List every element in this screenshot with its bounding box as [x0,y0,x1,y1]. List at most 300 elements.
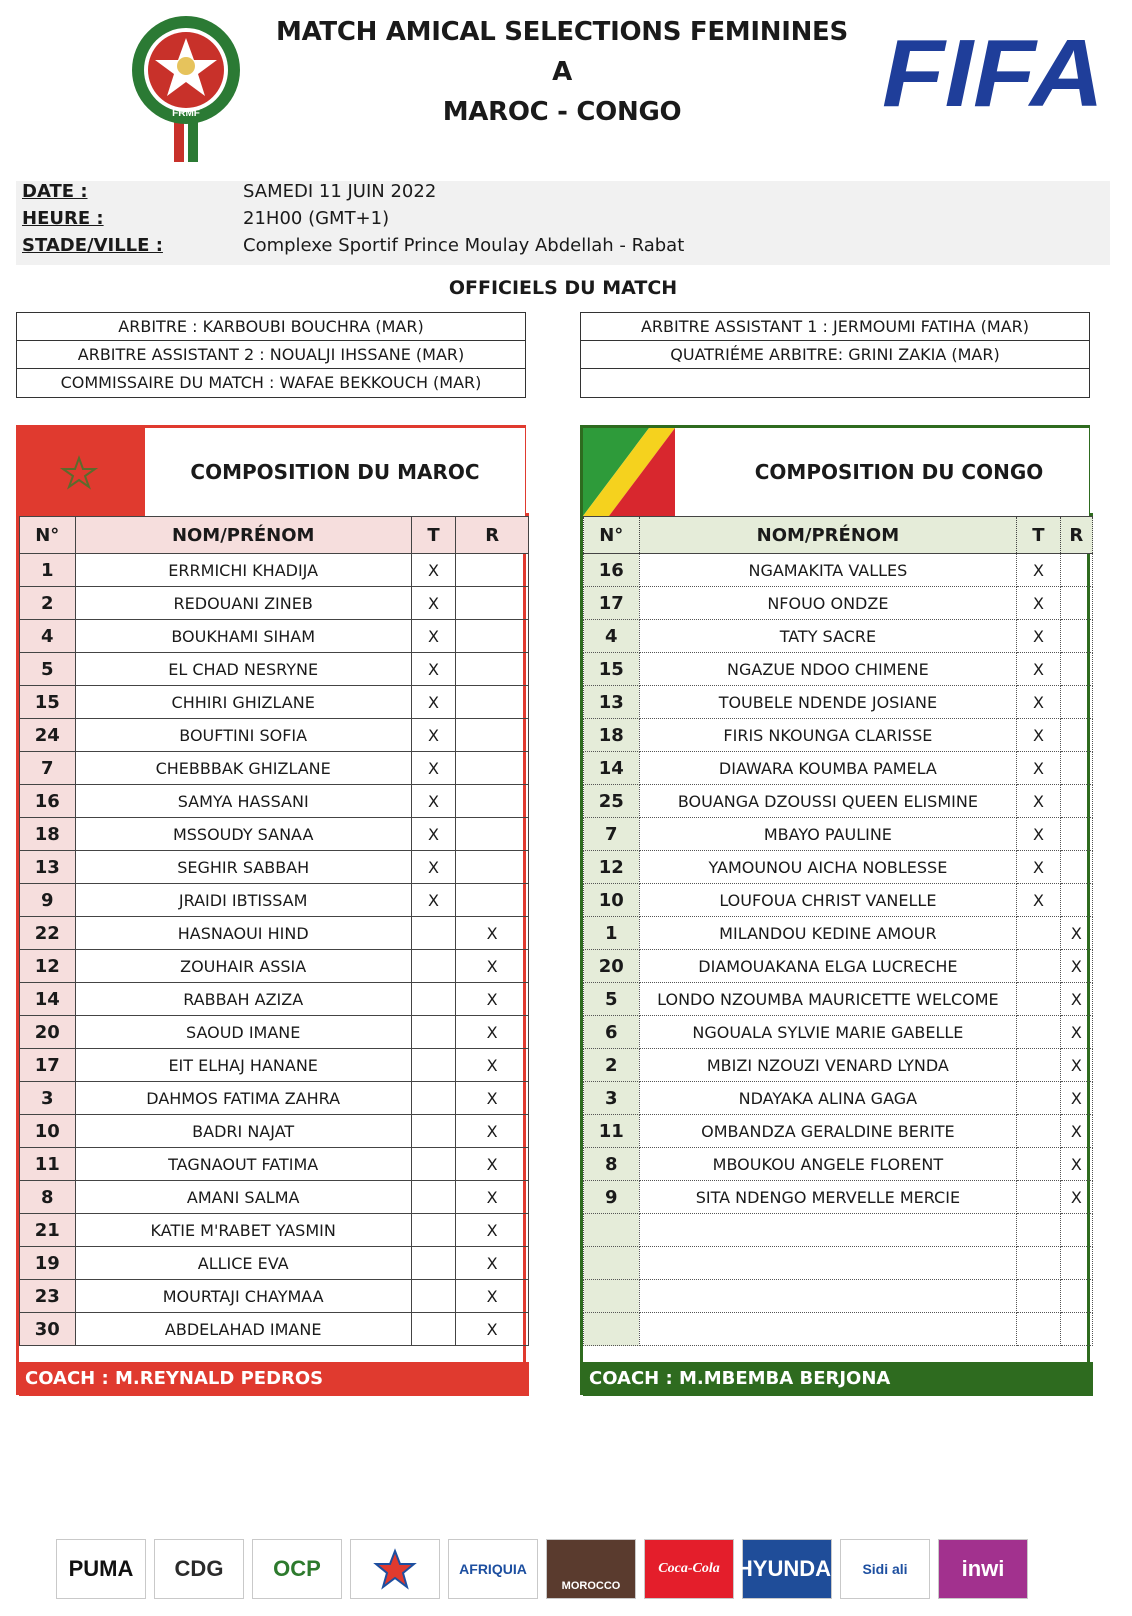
team-maroc-title: COMPOSITION DU MAROC [145,428,525,516]
player-name: EIT ELHAJ HANANE [75,1049,411,1082]
remplacant-mark: X [1060,1049,1092,1082]
table-row [20,1313,529,1346]
sponsor-logo-morocco [546,1539,636,1599]
table-row [584,587,1093,620]
svg-text:FRMF: FRMF [172,108,200,119]
col-num-header: N° [20,517,76,554]
remplacant-mark: X [456,950,529,983]
titulaire-mark: X [1017,851,1060,884]
remplacant-mark: X [1060,983,1092,1016]
title-line-1: MATCH AMICAL SELECTIONS FEMININES A [276,17,848,87]
player-name: DAHMOS FATIMA ZAHRA [75,1082,411,1115]
titulaire-mark: X [1017,884,1060,917]
document-title [262,12,862,132]
player-name: EL CHAD NESRYNE [75,653,411,686]
player-name: TOUBELE NDENDE JOSIANE [639,686,1017,719]
player-name: NGAZUE NDOO CHIMENE [639,653,1017,686]
col-name-header: NOM/PRÉNOM [75,517,411,554]
player-number: 10 [584,884,640,917]
table-row [20,719,529,752]
table-row [20,785,529,818]
player-number: 24 [20,719,76,752]
player-name: KATIE M'RABET YASMIN [75,1214,411,1247]
sponsor-logo-afriquia [448,1539,538,1599]
remplacant-mark: X [1060,1016,1092,1049]
player-name: JRAIDI IBTISSAM [75,884,411,917]
table-row [584,1115,1093,1148]
player-number: 30 [20,1313,76,1346]
titulaire-mark [1017,1082,1060,1115]
table-row [584,884,1093,917]
player-number: 3 [20,1082,76,1115]
player-number [584,1280,640,1313]
titulaire-mark [1017,1115,1060,1148]
player-number: 13 [20,851,76,884]
player-number: 5 [20,653,76,686]
player-number: 9 [584,1181,640,1214]
table-row [20,950,529,983]
table-row [584,851,1093,884]
remplacant-mark: X [1060,1082,1092,1115]
player-number: 18 [20,818,76,851]
player-name: BOUKHAMI SIHAM [75,620,411,653]
sponsor-logo-sidiali [840,1539,930,1599]
player-number: 16 [584,554,640,587]
titulaire-mark [411,1115,455,1148]
remplacant-mark [456,653,529,686]
titulaire-mark: X [1017,554,1060,587]
remplacant-mark [456,554,529,587]
player-name [639,1247,1017,1280]
official-assistant-1: ARBITRE ASSISTANT 1 : JERMOUMI FATIHA (MAR) [581,313,1089,341]
player-name: TATY SACRE [639,620,1017,653]
sponsor-logo-cdg [154,1539,244,1599]
player-name: RABBAH AZIZA [75,983,411,1016]
sponsor-bar [56,1539,1076,1601]
sponsor-label: inwi [961,1556,1005,1581]
player-number: 17 [584,587,640,620]
remplacant-mark: X [456,983,529,1016]
player-name: FIRIS NKOUNGA CLARISSE [639,719,1017,752]
table-row [20,1181,529,1214]
player-number: 3 [584,1082,640,1115]
remplacant-mark: X [1060,1148,1092,1181]
titulaire-mark: X [1017,785,1060,818]
remplacant-mark [456,785,529,818]
player-number: 8 [20,1181,76,1214]
player-number: 14 [20,983,76,1016]
titulaire-mark: X [1017,587,1060,620]
player-name: SITA NDENGO MERVELLE MERCIE [639,1181,1017,1214]
player-name: MBIZI NZOUZI VENARD LYNDA [639,1049,1017,1082]
player-name: DIAMOUAKANA ELGA LUCRECHE [639,950,1017,983]
official-fourth: QUATRIÉME ARBITRE: GRINI ZAKIA (MAR) [581,341,1089,369]
table-row [584,1016,1093,1049]
titulaire-mark [411,1214,455,1247]
player-name: ALLICE EVA [75,1247,411,1280]
titulaire-mark [1017,917,1060,950]
svg-text:FIFA: FIFA [882,20,1104,127]
player-number: 12 [584,851,640,884]
titulaire-mark: X [411,818,455,851]
table-row [20,884,529,917]
table-row [20,851,529,884]
remplacant-mark: X [456,917,529,950]
frmf-logo [132,14,242,162]
player-name: MOURTAJI CHAYMAA [75,1280,411,1313]
remplacant-mark [1060,554,1092,587]
officials-left-box [16,312,526,398]
remplacant-mark [1060,686,1092,719]
team-maroc-header [19,428,529,516]
player-name [639,1214,1017,1247]
player-number: 1 [584,917,640,950]
table-row [20,1280,529,1313]
team-congo-header [583,428,1093,516]
sponsor-label: PUMA [68,1556,134,1581]
player-number: 7 [20,752,76,785]
table-row [584,983,1093,1016]
table-row [20,653,529,686]
table-row [20,587,529,620]
remplacant-mark [456,818,529,851]
player-number: 4 [20,620,76,653]
player-name: BOUANGA DZOUSSI QUEEN ELISMINE [639,785,1017,818]
remplacant-mark: X [456,1082,529,1115]
player-number: 13 [584,686,640,719]
player-name: MBAYO PAULINE [639,818,1017,851]
officials-right-box [580,312,1090,398]
remplacant-mark [1060,1214,1092,1247]
venue-label: STADE/VILLE : [22,235,163,256]
player-number: 11 [584,1115,640,1148]
titulaire-mark [411,1313,455,1346]
table-row [20,752,529,785]
table-row [584,1049,1093,1082]
player-name: ABDELAHAD IMANE [75,1313,411,1346]
table-row [584,950,1093,983]
titulaire-mark [411,1148,455,1181]
remplacant-mark: X [456,1313,529,1346]
officials-title: OFFICIELS DU MATCH [448,277,678,299]
titulaire-mark: X [411,752,455,785]
table-row [584,686,1093,719]
titulaire-mark: X [1017,719,1060,752]
sponsor-logo-ocp [252,1539,342,1599]
date-value: SAMEDI 11 JUIN 2022 [243,181,437,202]
player-name: SAOUD IMANE [75,1016,411,1049]
titulaire-mark [411,1016,455,1049]
player-name: ERRMICHI KHADIJA [75,554,411,587]
col-t-header: T [411,517,455,554]
fifa-logo [882,20,1110,127]
player-number: 20 [584,950,640,983]
player-name [639,1313,1017,1346]
player-number: 12 [20,950,76,983]
table-row [584,917,1093,950]
title-line-2: MAROC - CONGO [442,97,682,127]
player-name: MBOUKOU ANGELE FLORENT [639,1148,1017,1181]
official-commissioner: COMMISSAIRE DU MATCH : WAFAE BEKKOUCH (MAR) [60,373,482,392]
table-row [20,1214,529,1247]
titulaire-mark [411,983,455,1016]
sponsor-logo-hyundai [736,1539,838,1599]
titulaire-mark [1017,1016,1060,1049]
table-row [584,653,1093,686]
titulaire-mark [1017,1181,1060,1214]
titulaire-mark [1017,1148,1060,1181]
player-number: 11 [20,1148,76,1181]
remplacant-mark [1060,653,1092,686]
sponsor-label: HYUNDAI [736,1556,838,1581]
player-number: 14 [584,752,640,785]
table-row [584,1214,1093,1247]
titulaire-mark [411,1082,455,1115]
remplacant-mark [1060,752,1092,785]
star-icon [375,1549,415,1589]
table-row [20,1148,529,1181]
remplacant-mark [1060,719,1092,752]
table-row [20,686,529,719]
table-row [20,1049,529,1082]
team-congo-panel [580,425,1090,1395]
remplacant-mark: X [456,1115,529,1148]
remplacant-mark: X [456,1247,529,1280]
titulaire-mark: X [1017,620,1060,653]
player-name: MSSOUDY SANAA [75,818,411,851]
titulaire-mark: X [411,851,455,884]
table-header-row [584,517,1093,554]
player-number [584,1214,640,1247]
titulaire-mark: X [1017,818,1060,851]
remplacant-mark [1060,1280,1092,1313]
col-r-header: R [1060,517,1092,554]
player-name: NFOUO ONDZE [639,587,1017,620]
player-number: 6 [584,1016,640,1049]
team-congo-title: COMPOSITION DU CONGO [709,428,1089,516]
table-row [20,983,529,1016]
remplacant-mark: X [1060,917,1092,950]
titulaire-mark: X [411,620,455,653]
player-number: 23 [20,1280,76,1313]
player-name: LONDO NZOUMBA MAURICETTE WELCOME [639,983,1017,1016]
table-row [584,752,1093,785]
player-number: 15 [584,653,640,686]
table-row [20,917,529,950]
titulaire-mark: X [1017,752,1060,785]
table-row [584,1313,1093,1346]
remplacant-mark [456,752,529,785]
table-row [584,1247,1093,1280]
player-number [584,1247,640,1280]
remplacant-mark: X [456,1016,529,1049]
player-number: 18 [584,719,640,752]
congo-flag [583,428,709,516]
player-number: 5 [584,983,640,1016]
remplacant-mark [1060,587,1092,620]
sponsor-label: AFRIQUIA [459,1561,527,1577]
titulaire-mark: X [411,785,455,818]
player-number: 22 [20,917,76,950]
titulaire-mark [1017,950,1060,983]
player-name: YAMOUNOU AICHA NOBLESSE [639,851,1017,884]
player-number: 19 [20,1247,76,1280]
player-number: 8 [584,1148,640,1181]
titulaire-mark: X [411,653,455,686]
titulaire-mark: X [411,686,455,719]
player-number: 10 [20,1115,76,1148]
player-name: SAMYA HASSANI [75,785,411,818]
player-name: DIAWARA KOUMBA PAMELA [639,752,1017,785]
maroc-roster-table [19,516,529,1346]
player-name [639,1280,1017,1313]
player-number: 2 [20,587,76,620]
player-name: NGAMAKITA VALLES [639,554,1017,587]
titulaire-mark [1017,983,1060,1016]
remplacant-mark [1060,1313,1092,1346]
remplacant-mark [1060,884,1092,917]
sponsor-label: Coca-Cola [658,1561,720,1576]
player-name: REDOUANI ZINEB [75,587,411,620]
titulaire-mark [411,950,455,983]
player-number: 25 [584,785,640,818]
player-name: TAGNAOUT FATIMA [75,1148,411,1181]
congo-coach: COACH : M.MBEMBA BERJONA [583,1362,1093,1396]
table-row [584,1181,1093,1214]
remplacant-mark: X [1060,1181,1092,1214]
titulaire-mark [1017,1313,1060,1346]
date-label: DATE : [22,181,88,202]
remplacant-mark: X [456,1049,529,1082]
player-number [584,1313,640,1346]
sponsor-logo-snrt [350,1539,440,1599]
remplacant-mark: X [1060,950,1092,983]
titulaire-mark [1017,1247,1060,1280]
remplacant-mark [456,620,529,653]
remplacant-mark [1060,620,1092,653]
titulaire-mark: X [411,884,455,917]
remplacant-mark: X [1060,1115,1092,1148]
remplacant-mark [456,719,529,752]
player-number: 16 [20,785,76,818]
titulaire-mark: X [411,554,455,587]
player-name: HASNAOUI HIND [75,917,411,950]
table-row [20,818,529,851]
remplacant-mark: X [456,1214,529,1247]
player-number: 17 [20,1049,76,1082]
maroc-coach: COACH : M.REYNALD PEDROS [19,1362,529,1396]
titulaire-mark: X [411,587,455,620]
remplacant-mark [1060,1247,1092,1280]
remplacant-mark: X [456,1181,529,1214]
titulaire-mark: X [411,719,455,752]
titulaire-mark [411,1181,455,1214]
sponsor-label: MOROCCO [561,1580,621,1592]
player-name: NDAYAKA ALINA GAGA [639,1082,1017,1115]
remplacant-mark [456,587,529,620]
player-number: 4 [584,620,640,653]
venue-value: Complexe Sportif Prince Moulay Abdellah - Rabat [243,235,685,256]
player-name: BOUFTINI SOFIA [75,719,411,752]
table-row [584,554,1093,587]
player-name: MILANDOU KEDINE AMOUR [639,917,1017,950]
player-number: 15 [20,686,76,719]
remplacant-mark [456,851,529,884]
sponsor-label: Sidi ali [862,1561,908,1577]
morocco-flag [19,428,145,516]
official-assistant-2: ARBITRE ASSISTANT 2 : NOUALJI IHSSANE (MAR) [17,341,525,369]
remplacant-mark [456,884,529,917]
table-row [584,818,1093,851]
titulaire-mark [411,917,455,950]
player-number: 20 [20,1016,76,1049]
table-row [584,1082,1093,1115]
table-row [584,1280,1093,1313]
remplacant-mark [1060,785,1092,818]
table-row [20,1082,529,1115]
table-row [20,1016,529,1049]
remplacant-mark: X [456,1280,529,1313]
sponsor-logo-cocacola [644,1539,734,1599]
sponsor-logo-puma [56,1539,146,1599]
player-number: 2 [584,1049,640,1082]
titulaire-mark [1017,1280,1060,1313]
remplacant-mark [456,686,529,719]
sponsor-label: CDG [174,1556,224,1581]
col-t-header: T [1017,517,1060,554]
titulaire-mark [411,1049,455,1082]
remplacant-mark: X [456,1148,529,1181]
titulaire-mark: X [1017,653,1060,686]
player-name: NGOUALA SYLVIE MARIE GABELLE [639,1016,1017,1049]
col-r-header: R [456,517,529,554]
official-empty [581,369,1089,397]
official-referee: ARBITRE : KARBOUBI BOUCHRA (MAR) [17,313,525,341]
sponsor-logo-inwi [938,1539,1028,1599]
player-name: LOUFOUA CHRIST VANELLE [639,884,1017,917]
player-name: BADRI NAJAT [75,1115,411,1148]
col-name-header: NOM/PRÉNOM [639,517,1017,554]
table-row [20,1247,529,1280]
match-info [16,181,1110,265]
remplacant-mark [1060,818,1092,851]
time-label: HEURE : [22,208,104,229]
titulaire-mark: X [1017,686,1060,719]
titulaire-mark [411,1247,455,1280]
remplacant-mark [1060,851,1092,884]
titulaire-mark [411,1280,455,1313]
table-row [584,620,1093,653]
col-num-header: N° [584,517,640,554]
team-maroc-panel [16,425,526,1395]
table-row [584,719,1093,752]
table-row [20,620,529,653]
titulaire-mark [1017,1214,1060,1247]
player-name: CHEBBBAK GHIZLANE [75,752,411,785]
player-name: SEGHIR SABBAH [75,851,411,884]
player-number: 21 [20,1214,76,1247]
table-header-row [20,517,529,554]
table-row [20,1115,529,1148]
titulaire-mark [1017,1049,1060,1082]
player-name: CHHIRI GHIZLANE [75,686,411,719]
player-number: 1 [20,554,76,587]
player-name: OMBANDZA GERALDINE BERITE [639,1115,1017,1148]
player-name: AMANI SALMA [75,1181,411,1214]
player-number: 7 [584,818,640,851]
table-row [584,785,1093,818]
player-number: 9 [20,884,76,917]
